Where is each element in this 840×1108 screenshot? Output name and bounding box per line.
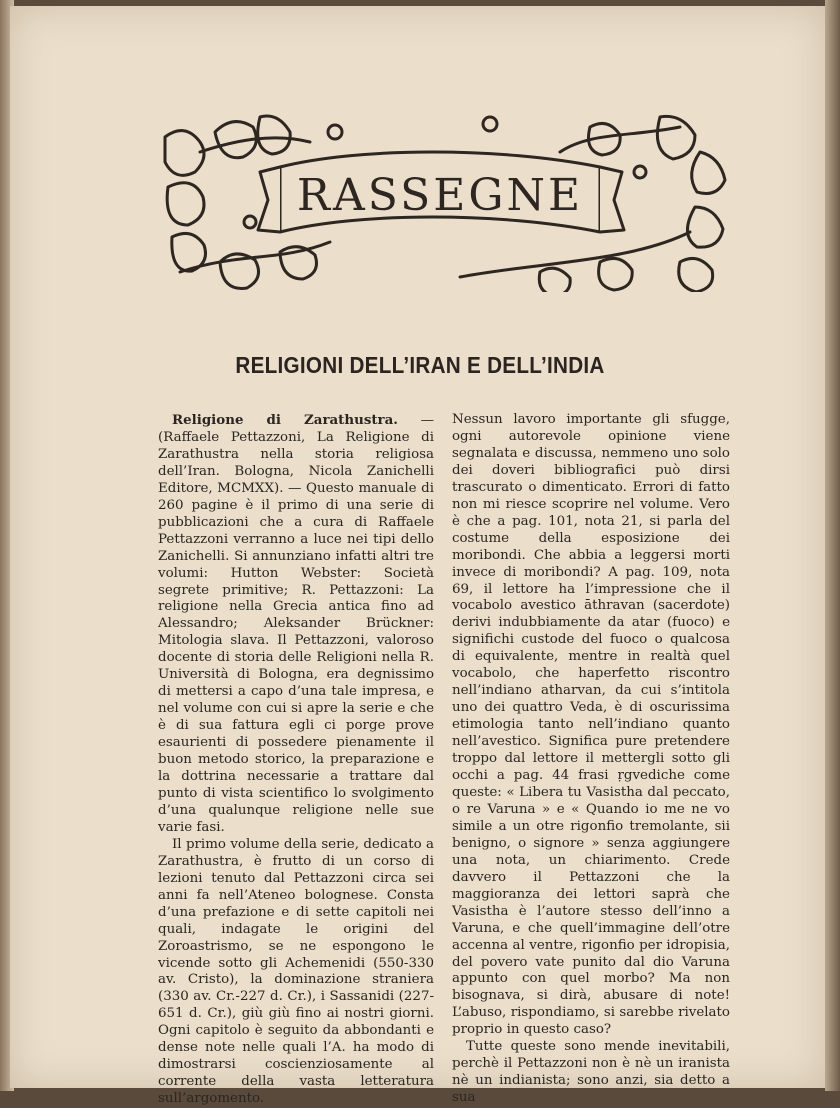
oak-leaf-ornament bbox=[160, 112, 732, 292]
paragraph-text: — (Raffaele Pettazzoni, La Religione di Zarathustra nella storia religiosa dell’Iran. Bologna, Nicola Zanichelli Editore, MCMXX). — Questo manuale di 260 pagine è il primo di una serie di pubblicazioni che a cura di Raffaele Pettazzoni verranno a luce nei tipi dello Zanichelli. Si annunziano infatti altri tre volumi: Hutton Webster: Società segrete primitive; R. Pettazzoni: La religione nella Grecia antica fino ad Alessandro; Aleksander Brückner: Mitologia slava. Il Pettazzoni, valoroso docente di storia delle Religioni nella R. Università di Bologna, era degnissimo di mettersi a capo d’una tale impresa, e nel volume con cui si apre la serie e che è di sua fattura egli ci porge prove esaurienti di possedere pienamente il buon metodo storico, la preparazione e la dottrina necessarie a trattare dal punto di vista scientifico lo svolgimento d’una qualunque religione nelle sue varie fasi. bbox=[158, 413, 434, 835]
banner-title: RASSEGNE bbox=[296, 170, 584, 221]
article-left-column bbox=[158, 412, 434, 1108]
page-edge bbox=[825, 0, 840, 1091]
paragraph bbox=[158, 412, 434, 837]
article-right-column bbox=[452, 412, 730, 1107]
section-heading: RELIGIONI DELL’IRAN E DELL’INDIA bbox=[235, 352, 605, 378]
paragraph: Il primo volume della serie, dedicato a Zarathustra, è frutto di un corso di lezioni tenuto dal Pettazzoni circa sei anni fa nell’Ateneo bolognese. Consta d’una prefazione e di sette capitoli nei quali, indagate le origini del Zoroastrismo, se ne espongono le vicende sotto gli Achemenidi (550-330 av. Cristo), la dominazione straniera (330 av. Cr.-227 d. Cr.), i Sassanidi (227-651 d. Cr.), giù giù fino ai nostri giorni. Ogni capitolo è seguito da abbondanti e dense note nelle quali l’A. ha modo di dimostrarsi coscienziosamente al corrente della vasta letteratura sull’argomento. bbox=[158, 836, 434, 1107]
article-lead: Religione di Zarathustra. bbox=[172, 412, 398, 428]
decorative-banner bbox=[160, 112, 732, 292]
paragraph: Tutte queste sono mende inevitabili, perchè il Pettazzoni non è nè un iranista nè un indianista; sono anzi, sia detto a sua bbox=[452, 1039, 730, 1106]
paragraph: Nessun lavoro importante gli sfugge, ogni autorevole opinione viene segnalata e discussa, nemmeno uno solo dei doveri bibliografici può dirsi trascurato o dimenticato. Errori di fatto non mi riesce scoprire nel volume. Vero è che a pag. 101, nota 21, si parla del costume della esposizione dei moribondi. Che abbia a leggersi morti invece di moribondi? A pag. 109, nota 69, il lettore ha l’impressione che il vocabolo avestico āthravan (sacerdote) derivi indubbiamente da atar (fuoco) e significhi custode del fuoco o qualcosa di equivalente, mentre in realtà quel vocabolo, che haperfetto riscontro nell’indiano atharvan, da cui s’intitola uno dei quattro Veda, è di oscurissima etimologia tanto nell’indiano quanto nell’avestico. Significa pure pretendere troppo dal lettore il mettergli sotto gli occhi a pag. 44 frasi ṛgvediche come queste: « Libera tu Vasistha dal peccato, o re Varuna » e « Quando io me ne vo simile a un otre rigonfio tremolante, sii benigno, o signore » senza aggiungere una nota, un chiarimento. Crede davvero il Pettazzoni che la maggioranza dei lettori saprà che Vasistha è l’autore stesso dell’inno a Varuna, e che quell’immagine dell’otre accenna al ventre, rigonfio per idropisia, del povero vate punito dal dio Varuna appunto con quel morbo? Ma non bisognava, si dirà, abusare di note! L’abuso, rispondiamo, si sarebbe rivelato proprio in questo caso? bbox=[452, 412, 730, 1038]
